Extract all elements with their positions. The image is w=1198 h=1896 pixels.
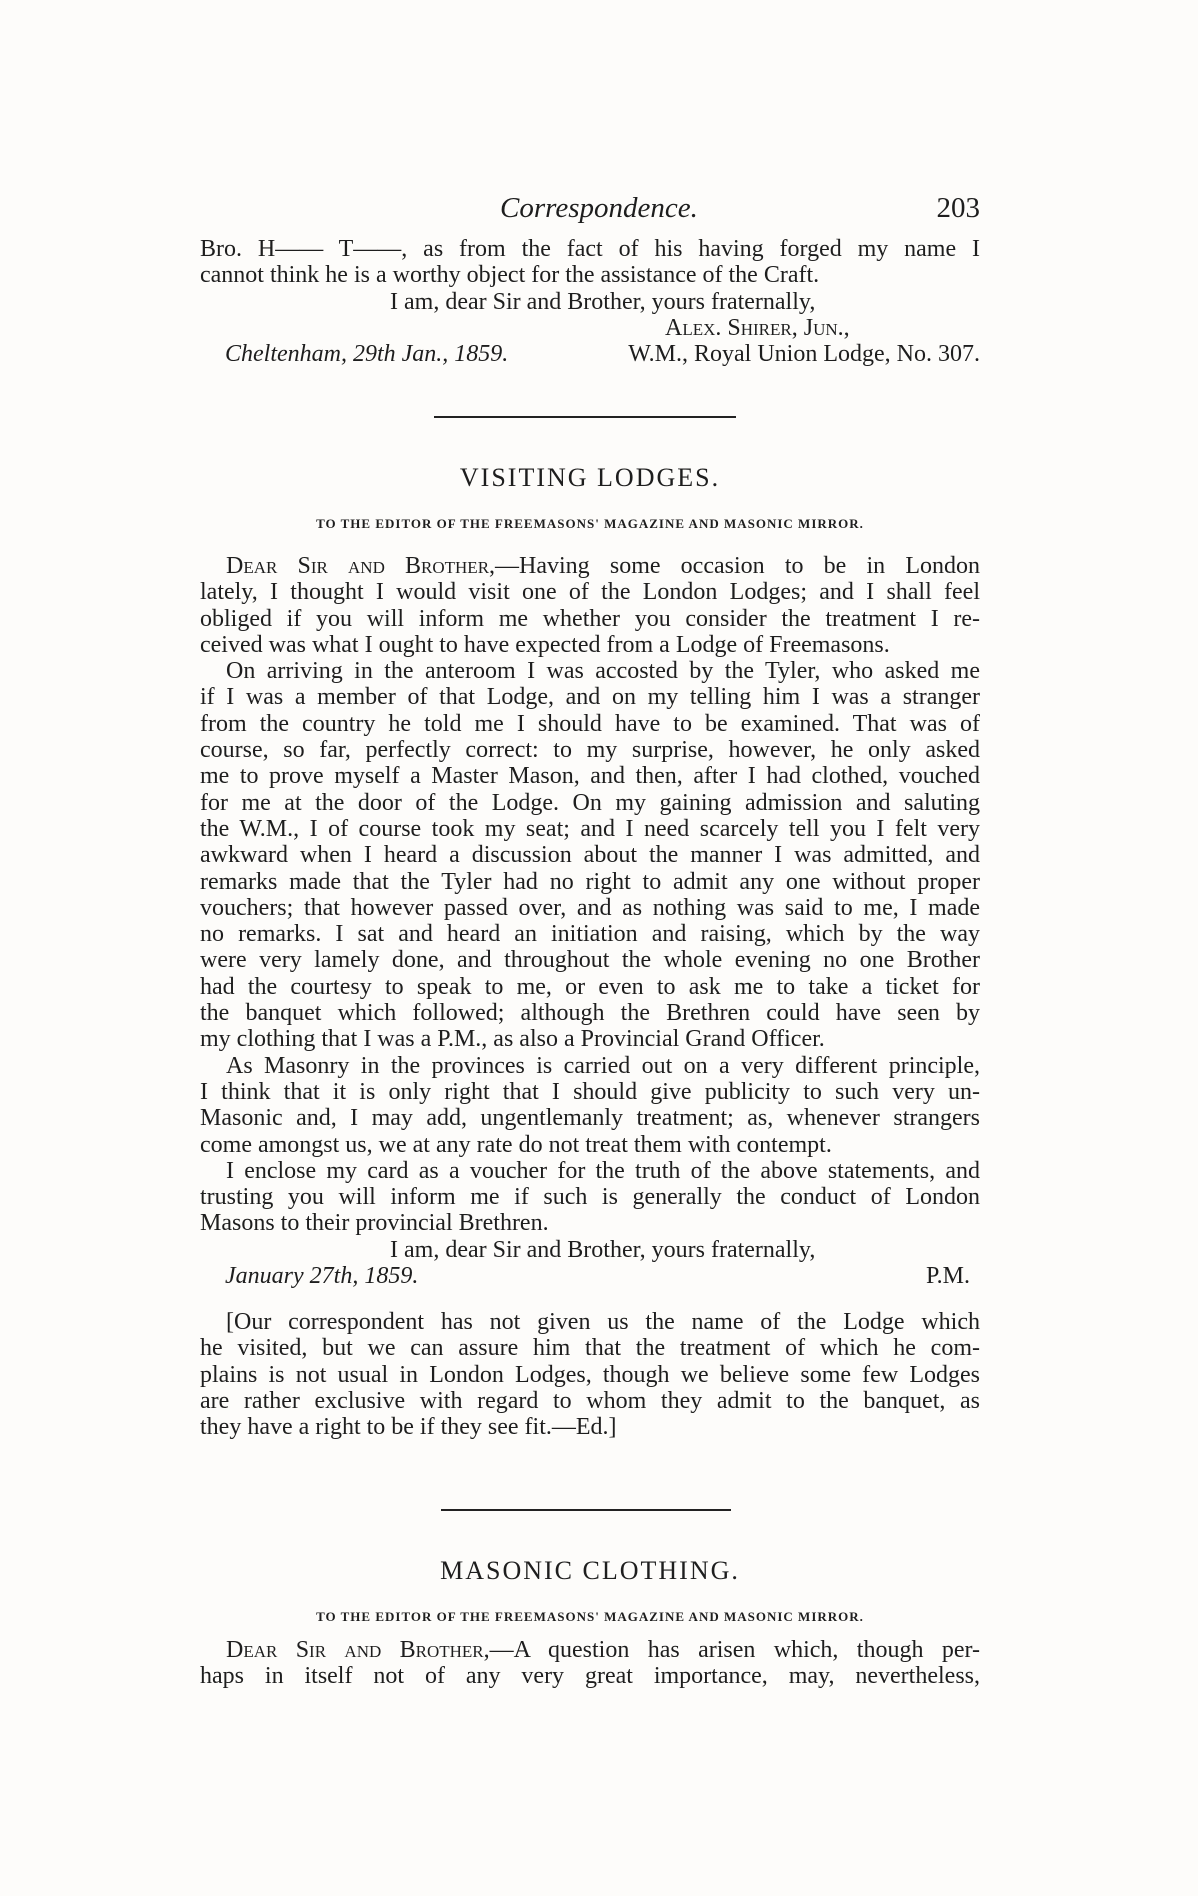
- section-divider: [434, 416, 736, 418]
- text-line: lately, I thought I would visit one of the London Lodges; and I shall feel: [200, 579, 980, 606]
- text-line: I enclose my card as a voucher for the truth of the above statements, and: [226, 1157, 980, 1184]
- text-line: from the country he told me I should have to be examined. That was of: [200, 710, 980, 737]
- letter-signature: P.M.: [925, 1263, 970, 1290]
- text-line: Dear Sir and Brother,—Having some occasion to be in London: [226, 553, 980, 579]
- text-line: course, so far, perfectly correct: to my surprise, however, he only asked: [200, 737, 980, 764]
- text-line: had the courtesy to speak to me, or even to ask me to take a ticket for: [200, 973, 980, 1000]
- text-line: On arriving in the anteroom I was accosted by the Tyler, who asked me: [226, 658, 980, 685]
- text-line: ceived was what I ought to have expected from a Lodge of Freemasons.: [200, 631, 890, 658]
- text-line: plains is not usual in London Lodges, though we believe some few Lodges: [200, 1361, 980, 1388]
- letter-continuation: [200, 236, 980, 367]
- text-line: they have a right to be if they see fit.—Ed.]: [200, 1414, 617, 1441]
- text-line: awkward when I heard a discussion about the manner I was admitted, and: [200, 842, 980, 869]
- letter-body: [200, 553, 980, 1289]
- article-subheading: TO THE EDITOR OF THE FREEMASONS' MAGAZINE AND MASONIC MIRROR.: [316, 516, 864, 531]
- letter-body: [200, 1637, 980, 1690]
- text-line: haps in itself not of any very great importance, may, nevertheless,: [200, 1663, 980, 1690]
- article-heading: MASONIC CLOTHING.: [440, 1556, 740, 1585]
- text-line: As Masonry in the provinces is carried out on a very different principle,: [226, 1052, 980, 1079]
- text-line: Bro. H—— T——, as from the fact of his having forged my name I: [200, 236, 980, 262]
- text-line: the W.M., I of course took my seat; and I need scarcely tell you I felt very: [200, 815, 980, 842]
- date-office-line: [200, 341, 980, 367]
- running-title: Correspondence.: [500, 192, 698, 224]
- text-line: come amongst us, we at any rate do not treat them with contempt.: [200, 1131, 832, 1158]
- text-line: if I was a member of that Lodge, and on my telling him I was a stranger: [200, 684, 980, 711]
- page-number: 203: [936, 192, 980, 224]
- lodge-office: W.M., Royal Union Lodge, No. 307.: [628, 341, 980, 368]
- text-line: remarks made that the Tyler had no right to admit any one without proper: [200, 868, 980, 895]
- letter-date: January 27th, 1859.: [225, 1263, 419, 1290]
- text-line: my clothing that I was a P.M., as also a Provincial Grand Officer.: [200, 1026, 825, 1053]
- closing-line: I am, dear Sir and Brother, yours fraternally,: [390, 288, 816, 315]
- date-signature-line: [200, 1263, 980, 1289]
- text-line: obliged if you will inform me whether you consider the treatment I re-: [200, 605, 980, 632]
- text-line: he visited, but we can assure him that the treatment of which he com-: [200, 1335, 980, 1362]
- text-line: no remarks. I sat and heard an initiation and raising, which by the way: [200, 921, 980, 948]
- signature: Alex. Shirer, Jun.,: [665, 314, 850, 341]
- text-line: me to prove myself a Master Mason, and then, after I had clothed, vouched: [200, 763, 980, 790]
- closing-line: I am, dear Sir and Brother, yours fraternally,: [390, 1236, 816, 1263]
- salutation: Dear Sir and Brother,: [226, 1637, 490, 1663]
- section-divider: [441, 1509, 731, 1511]
- text-line: I think that it is only right that I should give publicity to such very un-: [200, 1078, 980, 1105]
- article-subheading: TO THE EDITOR OF THE FREEMASONS' MAGAZINE AND MASONIC MIRROR.: [316, 1609, 864, 1624]
- text-line: Masonic and, I may add, ungentlemanly treatment; as, whenever strangers: [200, 1105, 980, 1132]
- text-line: trusting you will inform me if such is generally the conduct of London: [200, 1184, 980, 1211]
- text-line: cannot think he is a worthy object for the assistance of the Craft.: [200, 262, 820, 289]
- text-line: Dear Sir and Brother,—A question has arisen which, though per-: [226, 1637, 980, 1663]
- running-header: [200, 192, 980, 232]
- editor-note: [200, 1309, 980, 1440]
- salutation: Dear Sir and Brother,: [226, 553, 496, 579]
- article-heading: VISITING LODGES.: [459, 463, 721, 492]
- text-line: are rather exclusive with regard to whom they admit to the banquet, as: [200, 1387, 980, 1414]
- text-line: were very lamely done, and throughout the whole evening no one Brother: [200, 947, 980, 974]
- place-date: Cheltenham, 29th Jan., 1859.: [225, 341, 509, 368]
- text-line: vouchers; that however passed over, and as nothing was said to me, I made: [200, 894, 980, 921]
- text-line: for me at the door of the Lodge. On my gaining admission and saluting: [200, 789, 980, 816]
- text-line: [Our correspondent has not given us the name of the Lodge which: [226, 1309, 980, 1335]
- text-line: Masons to their provincial Brethren.: [200, 1210, 549, 1237]
- text-line: the banquet which followed; although the Brethren could have seen by: [200, 1000, 980, 1027]
